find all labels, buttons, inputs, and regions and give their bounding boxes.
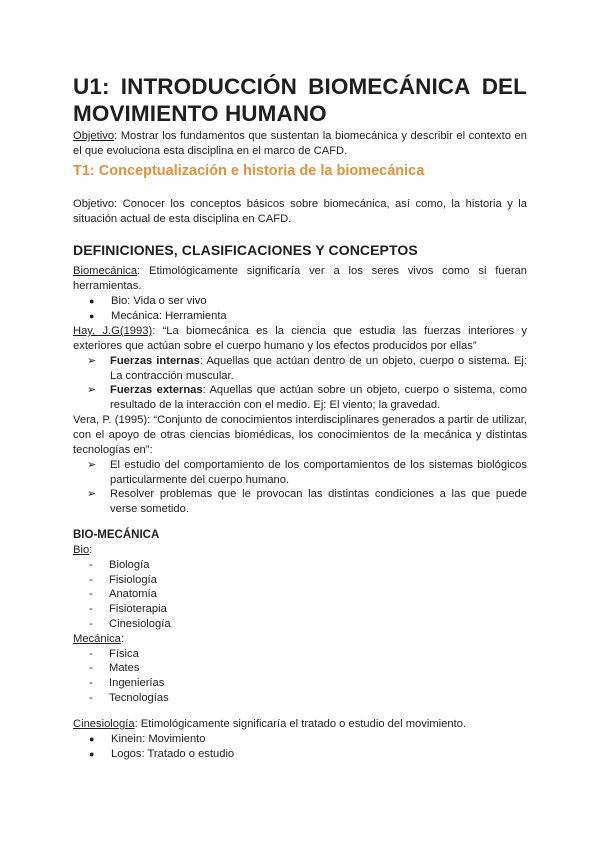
vera-list (73, 458, 527, 517)
list-item-text: Logos: Tratado o estudio (111, 748, 235, 760)
cinesiologia-definition (73, 717, 527, 732)
list-item-bold: Fuerzas externas (110, 384, 203, 397)
cinesiologia-block (73, 717, 527, 762)
arrow-icon: ➢ (87, 355, 97, 367)
list-item (73, 294, 527, 309)
list-item (73, 617, 527, 632)
vera-definition: Vera, P. (1995): “Conjunto de conocimientos interdisciplinares generados a partir de utilizar, con el apoyo de otras ciencias biomédicas, los conocimientos de la mecánica y distintas tecnologías en”: (73, 413, 527, 456)
biomecanica-label: Biomecánica (73, 265, 138, 277)
biomec-heading: BIO-MECÁNICA (73, 529, 160, 541)
list-item (73, 691, 527, 706)
list-item (73, 458, 527, 487)
arrow-icon: ➢ (87, 458, 97, 471)
list-item-text: Fisioterapia (109, 603, 167, 616)
bullet-icon: ● (89, 734, 95, 744)
bio-list (73, 558, 527, 632)
title-word: U1: (73, 74, 110, 99)
dash-icon: - (89, 559, 93, 571)
topic-title: T1: Conceptualización e historia de la biomecánica (73, 163, 425, 179)
mecanica-heading (73, 632, 527, 647)
title-word: DEL (481, 74, 527, 99)
dash-icon: - (89, 573, 93, 586)
bio-label: Bio (73, 544, 90, 556)
title-word: BIOMECÁNICA (308, 74, 471, 99)
list-item (73, 354, 527, 383)
mecanica-suffix: : (120, 632, 124, 645)
section-title: DEFINICIONES, CLASIFICACIONES Y CONCEPTOS (73, 242, 418, 258)
dash-icon: - (89, 603, 93, 616)
bullet-icon: ● (89, 296, 95, 306)
list-item (73, 747, 527, 762)
list-item (73, 587, 527, 602)
mecanica-list (73, 647, 527, 706)
list-item-text: Resolver problemas que le provocan las distintas condiciones a las que puede verse sometido. (110, 488, 527, 515)
topic-objective: Objetivo: Conocer los conceptos básicos sobre biomecánica, así como, la historia y la situación actual de esta disciplina en CAFD. (73, 198, 527, 225)
biomecanica-breakdown (73, 528, 527, 705)
title-word: INTRODUCCIÓN (120, 74, 297, 99)
unit-objective (73, 129, 527, 159)
cinesiologia-label: Cinesiología (73, 718, 135, 730)
biomecanica-list (73, 294, 527, 324)
list-item-text: Anatomía (109, 588, 157, 601)
dash-icon: - (89, 676, 93, 689)
dash-icon: - (89, 662, 93, 675)
dash-icon: - (89, 617, 93, 630)
bio-suffix: : (89, 544, 93, 556)
list-item (73, 676, 527, 691)
list-item-text: Tecnologías (109, 691, 169, 704)
list-item (73, 602, 527, 617)
list-item-text: Física (109, 647, 139, 660)
hay-list (73, 354, 527, 413)
list-item-text: : Aquellas que actúan dentro de un objeto, cuerpo o sistema. Ej: La contracción muscular. (110, 355, 527, 382)
list-item (73, 661, 527, 676)
list-item (73, 647, 527, 662)
list-item-text: Biología (109, 559, 150, 571)
list-item-text: Fisiología (109, 573, 157, 586)
list-item-text: Mecánica: Herramienta (111, 310, 227, 322)
list-item-text: Kinein: Movimiento (111, 733, 206, 745)
list-item (73, 309, 527, 324)
dash-icon: - (89, 691, 93, 704)
list-item-text: Ingenierías (109, 676, 165, 689)
hay-definition (73, 324, 527, 354)
list-item-text: : Aquellas que actúan sobre un objeto, cuerpo o sistema, como resultado de la interacción con el medio. Ej: El viento; la gravedad. (110, 384, 528, 412)
hay-label: Hay, J.G(1993) (73, 325, 153, 337)
list-item-bold: Fuerzas internas (110, 355, 200, 367)
biomecanica-text: : Etimológicamente significaría ver a los seres vivos como si fueran herramientas. (73, 265, 527, 292)
hay-text: : “La biomecánica es la ciencia que estudia las fuerzas interiores y exteriores que actúan sobre el cuerpo humano y los efectos producidos por ellas” (73, 325, 527, 352)
list-item-text: Bio: Vida o ser vivo (111, 295, 207, 307)
objective-label: Objetivo (73, 130, 115, 142)
list-item (73, 487, 527, 516)
list-item (73, 732, 527, 747)
objective-text: : Mostrar los fundamentos que sustentan la biomecánica y describir el contexto en el que evoluciona esta disciplina en el marco de CAFD. (73, 130, 527, 157)
arrow-icon: ➢ (87, 384, 97, 397)
cinesiologia-text: : Etimológicamente significaría el tratado o estudio del movimiento. (134, 718, 467, 730)
page-title (73, 73, 527, 127)
dash-icon: - (89, 647, 93, 660)
list-item-text: Mates (109, 662, 140, 675)
cinesiologia-list (73, 732, 527, 762)
definitions-block (73, 264, 527, 517)
arrow-icon: ➢ (87, 488, 97, 501)
bullet-icon: ● (89, 749, 95, 759)
list-item (73, 383, 527, 412)
dash-icon: - (89, 588, 93, 601)
list-item-text: Cinesiología (109, 617, 171, 630)
bio-heading (73, 543, 527, 558)
biomecanica-definition (73, 264, 527, 294)
bullet-icon: ● (89, 311, 95, 321)
list-item-text: El estudio del comportamiento de los comportamientos de los sistemas biológicos particularmente del cuerpo humano. (110, 458, 527, 486)
title-line-1 (73, 73, 527, 100)
title-line-2: MOVIMIENTO HUMANO (73, 101, 327, 126)
mecanica-label: Mecánica (73, 632, 121, 645)
list-item (73, 573, 527, 588)
list-item (73, 558, 527, 573)
